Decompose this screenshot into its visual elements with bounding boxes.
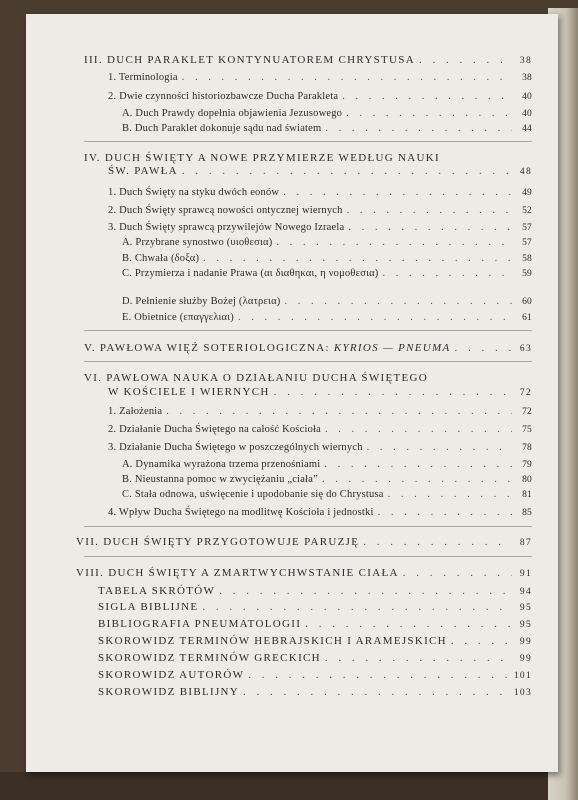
toc-entry-title: A. Przybrane synostwo (υιοθεσια) [122,237,273,248]
toc-page-number: 61 [522,313,532,323]
leader-dots [203,253,512,264]
toc-appendix-entry [98,669,532,681]
toc-entry [122,108,532,119]
toc-page-number: 58 [522,254,532,264]
toc-entry [108,406,532,417]
leader-dots [367,442,512,453]
toc-entry-title: C. Przymierza i nadanie Prawa (αι διαθηκαι, η νομοθεσια) [122,268,379,279]
toc-page-number: 99 [519,654,532,664]
toc-chapter-4 [108,165,532,177]
toc-entry-title: ŚW. PAWŁA [108,165,178,177]
toc-entry [108,222,532,233]
toc-page-number: 80 [522,475,532,485]
toc-entry-title: C. Stała odnowa, uświęcenie i upodobanie się do Chrystusa [122,489,384,500]
leader-dots [182,72,512,83]
toc-entry [108,424,532,435]
toc-page-number: 59 [522,269,532,279]
toc-chapter-7 [76,536,532,548]
leader-dots [383,268,513,279]
toc-appendix-entry [98,635,532,647]
toc-entry [122,268,532,279]
leader-dots [274,386,512,398]
toc-entry-title: SKOROWIDZ TERMINÓW HEBRAJSKICH I ARAMEJSKICH [98,635,447,647]
toc-entry-title: A. Dynamika wyrażona trzema przenośniami [122,459,321,470]
toc-entry-title: 1. Terminologia [108,72,178,83]
toc-entry [122,253,532,264]
toc-page-number: 95 [519,620,532,630]
toc-entry-title: TABELA SKRÓTÓW [98,585,216,597]
leader-dots [219,585,512,597]
divider [84,361,532,362]
leader-dots [325,424,512,435]
toc-page-number: 44 [522,124,532,134]
leader-dots [202,601,512,613]
leader-dots [276,237,512,248]
toc-entry-title: 2. Działanie Ducha Świętego na całość Kościoła [108,424,322,435]
toc-entry-title: SKOROWIDZ BIBLIJNY [98,686,240,698]
toc-entry-title: BIBLIOGRAFIA PNEUMATOLOGII [98,618,302,630]
leader-dots [305,618,512,630]
toc-appendix-entry [98,686,532,698]
toc-page-number: 78 [522,443,532,453]
leader-dots [248,669,510,681]
toc-entry-title: E. Obietnice (επαγγελιαι) [122,312,234,323]
leader-dots [238,312,512,323]
toc-entry-title: B. Duch Paraklet dokonuje sądu nad światem [122,123,322,134]
leader-dots [388,489,512,500]
leader-dots [347,205,512,216]
divider [84,141,532,142]
toc-entry-title: 1. Założenia [108,406,163,417]
leader-dots [378,507,512,518]
divider [84,526,532,527]
toc-entry-title: W KOŚCIELE I WIERNYCH [108,386,270,398]
toc-appendix-entry [98,652,532,664]
leader-dots [284,296,512,307]
toc-page-number: 72 [519,388,532,398]
toc-entry [108,205,532,216]
toc-entry [122,237,532,248]
toc-page-number: 57 [522,238,532,248]
toc-entry [108,91,532,102]
toc-entry-title: 2. Duch Święty sprawcą nowości ontycznej wiernych [108,205,343,216]
leader-dots [283,187,512,198]
toc-entry [122,123,532,134]
toc-entry-title: V. PAWŁOWA WIĘŹ SOTERIOLOGICZNA: [84,342,330,354]
toc-entry-title: 1. Duch Święty na styku dwóch eonów [108,187,280,198]
toc-page-number: 87 [519,538,532,548]
toc-entry-title: VII. DUCH ŚWIĘTY PRZYGOTOWUJE PARUZJĘ [76,536,360,548]
toc-entry-title: B. Nieustanna pomoc w zwyciężaniu „ciała” [122,474,318,485]
toc-entry-title: B. Chwała (δοξα) [122,253,200,264]
toc-entry [122,459,532,470]
toc-page-number: 103 [513,688,532,698]
leader-dots [182,165,512,177]
toc-chapter-5 [84,342,532,354]
leader-dots [342,91,512,102]
divider [84,556,532,557]
toc-entry-title: 3. Działanie Ducha Świętego w poszczególnych wiernych [108,442,363,453]
book-page [26,14,558,772]
table-of-contents [26,14,558,772]
toc-entry-title: 3. Duch Święty sprawcą przywilejów Nowego Izraela [108,222,345,233]
toc-entry-title: SKOROWIDZ TERMINÓW GRECKICH [98,652,321,664]
leader-dots [346,108,512,119]
leader-dots [403,567,512,579]
leader-dots [419,54,512,66]
leader-dots [363,536,512,548]
toc-entry [122,489,532,500]
toc-page-number: 57 [522,223,532,233]
toc-chapter-3 [84,54,532,66]
toc-entry [122,296,532,307]
toc-chapter-4-title: IV. DUCH ŚWIĘTY A NOWE PRZYMIERZE WEDŁUG NAUKI [84,152,440,164]
toc-page-number: 40 [522,109,532,119]
toc-entry [108,507,532,518]
toc-page-number: 52 [522,206,532,216]
toc-page-number: 79 [522,460,532,470]
leader-dots [322,474,512,485]
toc-entry-title: VIII. DUCH ŚWIĘTY A ZMARTWYCHWSTANIE CIAŁA [76,567,399,579]
leader-dots [324,459,512,470]
leader-dots [451,635,512,647]
toc-entry-title: SKOROWIDZ AUTORÓW [98,669,245,681]
toc-entry-title: III. DUCH PARAKLET KONTYNUATOREM CHRYSTUSA [84,54,415,66]
divider [84,330,532,331]
toc-page-number: 75 [522,425,532,435]
toc-page-number: 38 [519,56,532,66]
toc-chapter-6-title: VI. PAWŁOWA NAUKA O DZIAŁANIU DUCHA ŚWIĘTEGO [84,372,429,384]
toc-page-number: 40 [522,92,532,102]
toc-appendix-entry [98,618,532,630]
toc-page-number: 63 [519,344,532,354]
toc-page-number: 101 [513,671,532,681]
toc-page-number: 60 [522,297,532,307]
toc-chapter-6 [108,386,532,398]
toc-page-number: 99 [519,637,532,647]
toc-page-number: 49 [522,188,532,198]
toc-entry [122,474,532,485]
toc-page-number: 81 [522,490,532,500]
toc-page-number: 72 [522,407,532,417]
toc-chapter-8 [76,567,532,579]
toc-entry-title: 4. Wpływ Ducha Świętego na modlitwę Kościoła i jednostki [108,507,374,518]
toc-entry-title: D. Pełnienie służby Bożej (λατρεια) [122,296,281,307]
toc-appendix-entry [98,585,532,597]
toc-page-number: 38 [522,73,532,83]
toc-page-number: 48 [519,167,532,177]
toc-entry [108,187,532,198]
toc-entry-title-italic: KYRIOS — PNEUMA [333,342,451,354]
toc-page-number: 94 [519,587,532,597]
table-surface [0,772,578,800]
leader-dots [348,222,512,233]
toc-page-number: 91 [519,569,532,579]
toc-entry-title: A. Duch Prawdy dopełnia objawienia Jezusowego [122,108,343,119]
toc-entry-title: SIGLA BIBLIJNE [98,601,199,613]
toc-entry [108,72,532,83]
toc-page-number: 85 [522,508,532,518]
leader-dots [325,123,512,134]
toc-entry [108,442,532,453]
leader-dots [455,342,512,354]
toc-entry-title: 2. Dwie czynności historiozbawcze Ducha Parakleta [108,91,339,102]
leader-dots [243,686,510,698]
leader-dots [325,652,512,664]
leader-dots [166,406,512,417]
toc-page-number: 95 [519,603,532,613]
toc-appendix-entry [98,601,532,613]
toc-entry [122,312,532,323]
